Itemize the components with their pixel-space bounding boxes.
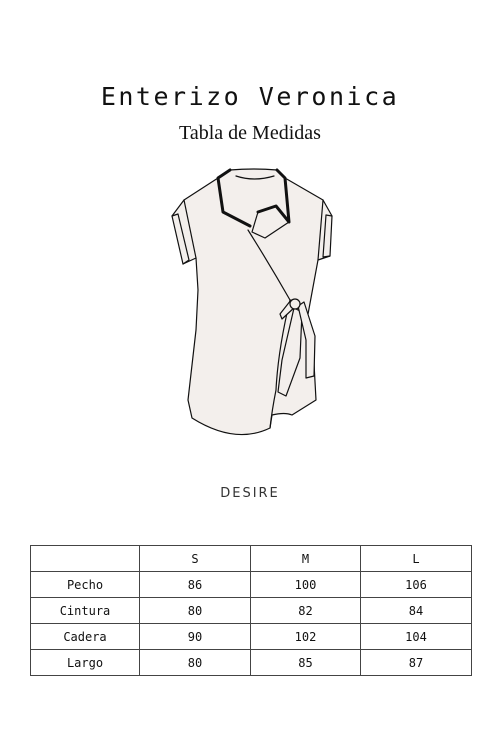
size-header-m: M [251, 546, 361, 572]
wrap-dress-illustration [170, 160, 340, 442]
row-label: Pecho [31, 572, 140, 598]
table-row [31, 624, 472, 650]
product-title: Enterizo Veronica [100, 82, 400, 111]
row-label: Cintura [31, 598, 140, 624]
table-cell: 84 [361, 598, 472, 624]
table-corner-cell [31, 546, 140, 572]
size-chart-table [30, 545, 472, 676]
size-header-l: L [361, 546, 472, 572]
dress-body [172, 169, 332, 435]
size-header-s: S [140, 546, 251, 572]
table-cell: 104 [361, 624, 472, 650]
table-cell: 85 [251, 650, 361, 676]
table-row [31, 650, 472, 676]
table-cell: 80 [140, 598, 251, 624]
table-row [31, 598, 472, 624]
table-cell: 87 [361, 650, 472, 676]
table-cell: 102 [251, 624, 361, 650]
table-cell: 100 [251, 572, 361, 598]
table-cell: 106 [361, 572, 472, 598]
chart-subtitle: Tabla de Medidas [179, 122, 321, 144]
table-row [31, 572, 472, 598]
table-cell: 86 [140, 572, 251, 598]
tie-knot [290, 299, 300, 309]
table-cell: 82 [251, 598, 361, 624]
row-label: Cadera [31, 624, 140, 650]
row-label: Largo [31, 650, 140, 676]
table-cell: 80 [140, 650, 251, 676]
table-cell: 90 [140, 624, 251, 650]
brand-logo: DESIRE [220, 486, 280, 501]
table-header-row [31, 546, 472, 572]
